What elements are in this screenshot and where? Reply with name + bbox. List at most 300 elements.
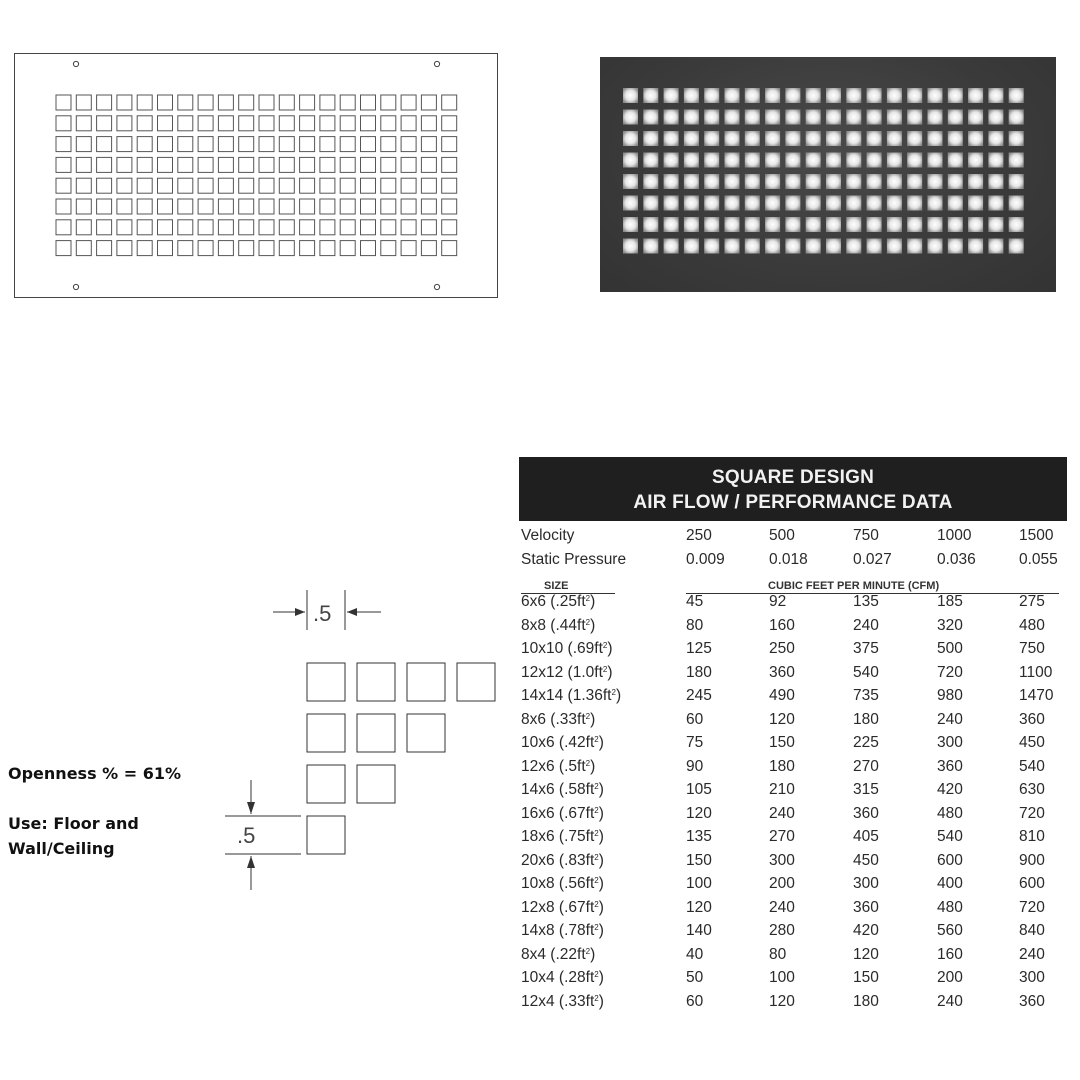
grille-hole [137, 220, 152, 235]
size-value: 10x4 [521, 969, 555, 986]
cfm-cell: 300 [769, 851, 795, 869]
grille-hole [158, 137, 173, 152]
size-cell [521, 734, 604, 752]
cfm-cell: 200 [769, 875, 795, 892]
area-value: .22 [555, 945, 578, 963]
grille-hole [76, 220, 91, 235]
area-unit: ft [585, 898, 595, 916]
cfm-cell: 270 [853, 757, 879, 775]
cfm-cell: 720 [1019, 898, 1045, 916]
grille-hole [218, 178, 233, 193]
grille-hole [340, 220, 355, 235]
grille-hole [381, 241, 396, 256]
grille-hole [218, 116, 233, 131]
grille-photo-hole [745, 239, 760, 254]
grille-photo-hole [907, 239, 922, 254]
grille-hole [218, 220, 233, 235]
area-exponent: 2 [611, 688, 616, 697]
grille-photo-hole [846, 239, 861, 254]
grille-hole [178, 116, 193, 131]
static-pressure-value: 0.036 [937, 550, 976, 568]
area-unit: ft [585, 922, 595, 939]
grille-photo-hole [846, 110, 861, 125]
grille-hole [320, 199, 335, 214]
area-close-paren: ) [590, 616, 596, 634]
static-pressure-value: 0.027 [853, 550, 892, 568]
grille-hole [56, 157, 71, 172]
grille-hole [137, 116, 152, 131]
grille-photo-hole [664, 110, 679, 125]
grille-photo-hole [745, 217, 760, 232]
cfm-cell: 450 [1019, 734, 1045, 751]
velocity-value: 1500 [1019, 527, 1054, 544]
grille-hole [56, 137, 71, 152]
grille-photo-hole [704, 174, 719, 189]
grille-photo-hole [988, 217, 1003, 232]
area-unit: ft [585, 781, 595, 798]
grille-photo-hole [806, 110, 821, 125]
size-value: 10x6 [521, 734, 555, 751]
grille-hole [97, 220, 112, 235]
grille-hole [421, 199, 436, 214]
table-row [519, 946, 1067, 970]
grille-hole [320, 137, 335, 152]
grille-hole [442, 199, 457, 214]
grille-photo-hole [948, 217, 963, 232]
area-unit: ft [585, 734, 595, 751]
cfm-cell: 120 [853, 945, 879, 963]
cfm-cell: 320 [937, 616, 963, 634]
area-close-paren: ) [607, 640, 613, 657]
area-value: .67 [564, 804, 586, 822]
size-cell [521, 922, 604, 940]
cfm-cell: 100 [686, 875, 712, 892]
cfm-cell: 100 [769, 969, 795, 986]
grille-hole [259, 137, 274, 152]
cfm-cell: 980 [937, 687, 963, 704]
grille-hole [178, 241, 193, 256]
grille-photo-hole [684, 131, 699, 146]
grille-hole [300, 116, 315, 131]
grille-hole [218, 199, 233, 214]
grille-hole [198, 137, 213, 152]
size-cell [521, 664, 613, 682]
grille-photo-hole [826, 110, 841, 125]
grille-photo-hole [1009, 153, 1024, 168]
grille-photo-hole [846, 196, 861, 211]
grille-hole [340, 116, 355, 131]
grille-photo-hole [643, 217, 658, 232]
size-value: 8x6 [521, 710, 546, 728]
area-value: .42 [564, 734, 586, 751]
cfm-cell: 600 [937, 851, 963, 869]
area-close-paren: ) [598, 781, 604, 798]
vertical-dimension-label: .5 [237, 823, 256, 848]
area-unit: ft [585, 992, 595, 1010]
area-exponent: 2 [594, 876, 599, 885]
velocity-value: 250 [686, 527, 712, 544]
cfm-cell: 160 [769, 616, 795, 634]
grille-hole [320, 178, 335, 193]
grille-photo-hole [765, 196, 780, 211]
grille-hole [401, 241, 416, 256]
grille-photo-hole [826, 174, 841, 189]
size-value: 14x8 [521, 922, 555, 939]
grille-photo-hole [806, 217, 821, 232]
grille-hole [117, 178, 132, 193]
area-value: .33 [564, 992, 586, 1010]
area-exponent: 2 [594, 993, 599, 1003]
cfm-cell: 80 [769, 945, 787, 963]
grille-photo-hole [1009, 196, 1024, 211]
grille-hole [137, 199, 152, 214]
size-value: 12x12 [521, 663, 564, 681]
grille-photo-hole [948, 196, 963, 211]
area-unit: ft [585, 828, 595, 845]
grille-hole [117, 95, 132, 110]
cfm-cell: 240 [937, 992, 963, 1010]
size-value: 18x6 [521, 828, 555, 845]
grille-photo-hole [623, 239, 638, 254]
grille-photo-hole [887, 239, 902, 254]
area-value: 1.36 [572, 687, 603, 704]
cfm-cell: 140 [686, 922, 712, 939]
size-cell [521, 617, 595, 635]
table-row [519, 758, 1067, 782]
grille-hole [76, 157, 91, 172]
grille-hole [401, 220, 416, 235]
grille-photo-hole [928, 196, 943, 211]
area-value: .28 [564, 969, 586, 986]
grille-photo-hole [765, 153, 780, 168]
grille-hole [117, 157, 132, 172]
grille-photo-hole [826, 196, 841, 211]
size-cell [521, 875, 604, 893]
grille-photo-hole [704, 110, 719, 125]
grille-hole [442, 157, 457, 172]
grille-hole [117, 137, 132, 152]
grille-hole [117, 116, 132, 131]
grille-photo-hole [745, 131, 760, 146]
grille-hole [239, 95, 254, 110]
grille-hole [56, 199, 71, 214]
grille-hole [158, 95, 173, 110]
area-open-paren: ( [554, 992, 565, 1010]
grille-hole [259, 199, 274, 214]
grille-hole [300, 157, 315, 172]
cfm-cell: 480 [937, 898, 963, 916]
grille-photo-hole [867, 196, 882, 211]
cfm-cell: 360 [853, 898, 879, 916]
cfm-cell: 360 [1019, 992, 1045, 1010]
grille-photo-hole [826, 153, 841, 168]
velocity-value: 500 [769, 527, 795, 544]
grille-photo-hole [988, 88, 1003, 103]
area-open-paren: ( [563, 663, 573, 681]
grille-hole [340, 95, 355, 110]
cfm-cell: 600 [1019, 875, 1045, 892]
table-row [519, 805, 1067, 829]
area-close-paren: ) [598, 922, 604, 939]
arrow-down-icon [247, 802, 255, 814]
cfm-cell: 560 [937, 922, 963, 939]
grille-photo-hole [846, 88, 861, 103]
grille-hole [381, 116, 396, 131]
grille-photo-hole [785, 217, 800, 232]
size-cell [521, 711, 595, 729]
grille-hole [76, 137, 91, 152]
grille-hole [300, 137, 315, 152]
grille-photo-hole-grid [623, 88, 1024, 254]
grille-hole [97, 157, 112, 172]
grille-photo-hole [887, 153, 902, 168]
grille-hole [381, 178, 396, 193]
grille-photo-hole [846, 131, 861, 146]
grille-hole [340, 178, 355, 193]
grille-hole [259, 241, 274, 256]
grille-photo-hole [826, 217, 841, 232]
area-exponent: 2 [594, 829, 599, 838]
grille-hole [56, 178, 71, 193]
cfm-cell: 315 [853, 781, 879, 798]
grille-photo-hole [907, 88, 922, 103]
size-cell [521, 781, 604, 799]
grille-hole [218, 241, 233, 256]
grille-photo-hole [968, 131, 983, 146]
table-row [519, 734, 1067, 758]
grille-photo-hole [867, 110, 882, 125]
area-unit: ft [585, 969, 595, 986]
cfm-cell: 405 [853, 828, 879, 845]
area-open-paren: ( [554, 828, 565, 845]
grille-photo-hole [887, 110, 902, 125]
area-unit: ft [577, 593, 586, 610]
grille-hole [137, 137, 152, 152]
grille-photo-hole [684, 196, 699, 211]
table-row [519, 899, 1067, 923]
grille-hole [218, 137, 233, 152]
area-close-paren: ) [598, 898, 604, 916]
cfm-cell: 360 [853, 804, 879, 822]
area-close-paren: ) [598, 992, 604, 1010]
grille-photo-hole [623, 110, 638, 125]
size-cell [521, 805, 604, 823]
table-row [519, 711, 1067, 735]
area-open-paren: ( [554, 898, 565, 916]
grille-photo-hole [725, 217, 740, 232]
area-exponent: 2 [594, 899, 599, 909]
grille-hole [56, 241, 71, 256]
cfm-cell: 180 [853, 710, 879, 728]
area-close-paren: ) [598, 828, 604, 845]
grille-photo-hole [643, 131, 658, 146]
grille-photo-hole [704, 217, 719, 232]
area-unit: ft [577, 616, 586, 634]
grille-hole [178, 178, 193, 193]
grille-hole [401, 116, 416, 131]
cfm-cell: 300 [1019, 969, 1045, 986]
cfm-cell: 840 [1019, 922, 1045, 939]
grille-photo-hole [643, 88, 658, 103]
grille-hole [137, 157, 152, 172]
cfm-cell: 275 [1019, 593, 1045, 610]
grille-hole [340, 199, 355, 214]
grille-hole [56, 95, 71, 110]
grille-hole [97, 116, 112, 131]
performance-table [519, 457, 1067, 1016]
grille-photo-hole [968, 174, 983, 189]
area-exponent: 2 [594, 923, 599, 932]
cfm-cell: 60 [686, 710, 704, 728]
cfm-cell: 75 [686, 734, 704, 751]
grille-photo-hole [867, 217, 882, 232]
grille-hole [361, 220, 376, 235]
table-row [519, 593, 1067, 617]
grille-hole [117, 220, 132, 235]
cfm-cell: 750 [1019, 640, 1045, 657]
hole-dimension-diagram [225, 590, 505, 890]
cfm-cell: 90 [686, 757, 704, 775]
cfm-cell: 480 [1019, 616, 1045, 634]
grille-hole [158, 178, 173, 193]
grille-hole [381, 199, 396, 214]
grille-photo-hole [826, 239, 841, 254]
grille-hole [421, 116, 436, 131]
grille-photo-hole [785, 131, 800, 146]
table-row [519, 617, 1067, 641]
grille-hole [158, 116, 173, 131]
cfm-cell: 360 [1019, 710, 1045, 728]
cfm-cell: 420 [937, 781, 963, 798]
grille-photo-hole [785, 153, 800, 168]
area-close-paren: ) [598, 804, 604, 822]
arrow-right-icon [295, 608, 305, 616]
openness-note: Openness % = 61% [8, 764, 182, 783]
grille-hole [56, 220, 71, 235]
cfm-cell: 225 [853, 734, 879, 751]
grille-photo-hole [948, 239, 963, 254]
grille-hole [117, 199, 132, 214]
cfm-cell: 180 [853, 992, 879, 1010]
grille-photo-hole [846, 174, 861, 189]
cfm-cell: 480 [937, 804, 963, 822]
cfm-cell: 160 [937, 945, 963, 963]
area-unit: ft [594, 640, 603, 657]
grille-line-drawing [14, 53, 498, 298]
area-exponent: 2 [602, 664, 608, 674]
cfm-cell: 125 [686, 640, 712, 657]
grille-photo-hole [988, 239, 1003, 254]
grille-photo-hole [785, 174, 800, 189]
cfm-cell: 40 [686, 945, 704, 963]
area-open-paren: ( [554, 851, 565, 869]
cfm-cell: 1470 [1019, 687, 1054, 704]
cfm-cell: 630 [1019, 781, 1045, 798]
grille-hole [239, 116, 254, 131]
grille-photo-hole [948, 153, 963, 168]
grille-hole [198, 241, 213, 256]
grille-hole [421, 95, 436, 110]
cfm-cell: 240 [769, 898, 795, 916]
grille-photo-hole [907, 153, 922, 168]
grille-photo-hole [968, 239, 983, 254]
grille-photo-hole [704, 239, 719, 254]
size-cell [521, 993, 604, 1011]
use-note [8, 811, 139, 861]
grille-photo-hole [867, 88, 882, 103]
size-cell [521, 640, 613, 658]
grille-hole [300, 220, 315, 235]
cfm-cell: 360 [937, 757, 963, 775]
grille-hole [158, 157, 173, 172]
grille-hole [259, 116, 274, 131]
grille-hole [300, 241, 315, 256]
grille-photo-hole [887, 217, 902, 232]
area-close-paren: ) [590, 593, 596, 610]
grille-hole [279, 199, 294, 214]
grille-photo-hole [725, 196, 740, 211]
area-close-paren: ) [590, 945, 596, 963]
cfm-cell: 360 [769, 663, 795, 681]
grille-photo-hole [725, 153, 740, 168]
grille-hole [340, 157, 355, 172]
grille-photo [600, 57, 1056, 292]
size-value: 16x6 [521, 804, 555, 822]
area-close-paren: ) [590, 710, 596, 728]
grille-hole [198, 220, 213, 235]
grille-photo-hole [765, 110, 780, 125]
grille-photo-hole [765, 131, 780, 146]
grille-photo-hole [623, 153, 638, 168]
area-exponent: 2 [585, 594, 591, 603]
grille-photo-hole [664, 174, 679, 189]
grille-photo-hole [907, 174, 922, 189]
grille-photo-hole [704, 88, 719, 103]
grille-hole [259, 220, 274, 235]
cfm-cell: 540 [853, 663, 879, 681]
grille-hole [56, 116, 71, 131]
grille-photo-hole [867, 153, 882, 168]
grille-hole [421, 137, 436, 152]
grille-photo-hole [785, 88, 800, 103]
cfm-cell: 490 [769, 687, 795, 704]
grille-photo-hole [1009, 239, 1024, 254]
grille-photo-hole [968, 217, 983, 232]
table-title [519, 457, 1067, 521]
grille-photo-hole [785, 196, 800, 211]
grille-photo-hole [948, 110, 963, 125]
cfm-cell: 120 [769, 992, 795, 1010]
static-pressure-label: Static Pressure [521, 550, 627, 568]
grille-photo-hole [664, 239, 679, 254]
grille-photo-hole [826, 131, 841, 146]
size-value: 6x6 [521, 593, 546, 610]
grille-hole [381, 157, 396, 172]
grille-hole [442, 116, 457, 131]
grille-photo-hole [846, 217, 861, 232]
grille-hole [340, 137, 355, 152]
grille-hole [279, 220, 294, 235]
size-header: SIZE [544, 580, 569, 592]
grille-photo-hole [948, 131, 963, 146]
cfm-cell: 240 [1019, 945, 1045, 963]
area-exponent: 2 [585, 946, 591, 956]
table-row [519, 781, 1067, 805]
grille-hole [97, 241, 112, 256]
area-close-paren: ) [598, 734, 604, 751]
grille-photo-hole [1009, 131, 1024, 146]
grille-photo-hole [907, 131, 922, 146]
